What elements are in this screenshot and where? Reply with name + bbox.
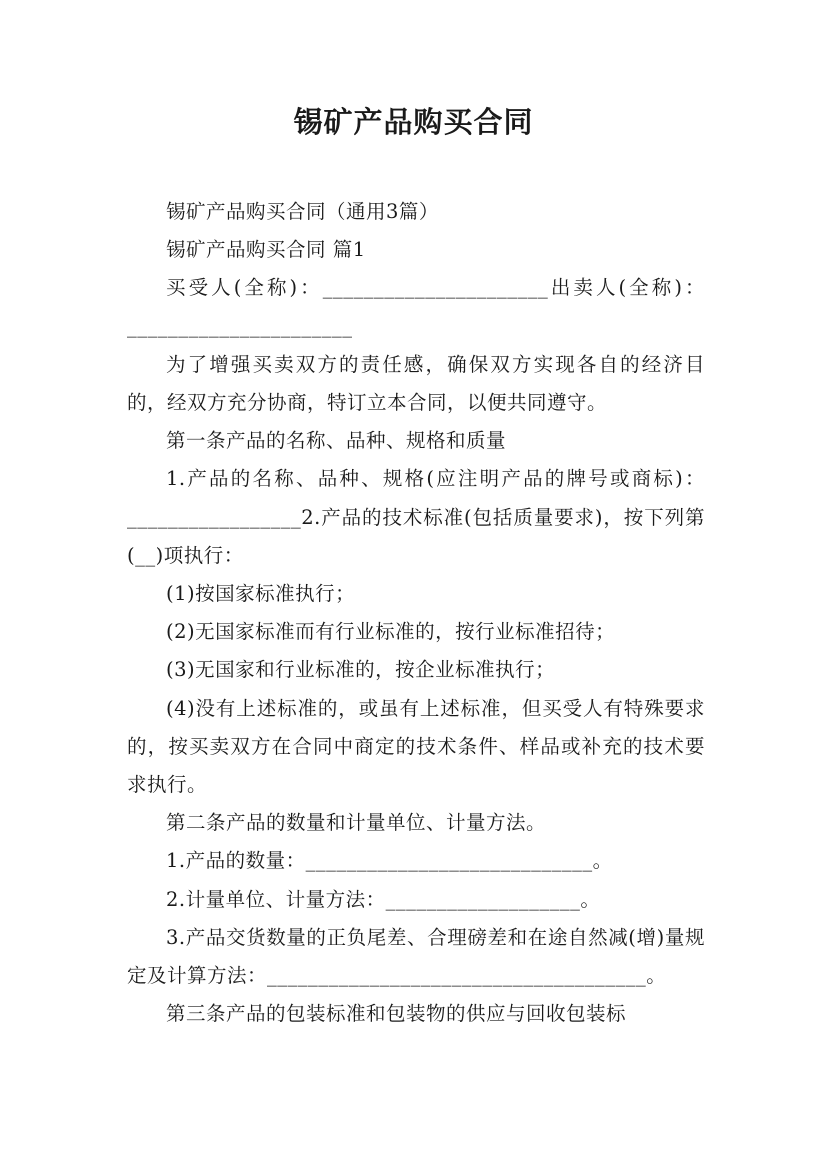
paragraph-article-2: 第二条产品的数量和计量单位、计量方法。: [166, 811, 547, 835]
paragraph-standard-1: (1)按国家标准执行；: [166, 582, 356, 606]
paragraph-standard-2: (2)无国家标准而有行业标准的，按行业标准招待；: [166, 620, 616, 644]
paragraph-article-2-item-2: 2.计量单位、计量方法：___________________。: [166, 887, 601, 911]
paragraph-article-2-item-1: 1.产品的数量：____________________________。: [166, 849, 613, 873]
paragraph-section-heading: 锡矿产品购买合同 篇1: [166, 238, 366, 262]
paragraph-subtitle: 锡矿产品购买合同（通用3篇）: [166, 200, 439, 223]
paragraph-standard-4: (4)没有上述标准的，或虽有上述标准，但买受人有特殊要求的，按买卖双方在合同中商定的技术条件、样品或补充的技术要求执行。: [127, 696, 705, 797]
document-body: [127, 193, 705, 1033]
paragraph-parties: 买受人(全称)：______________________出卖人(全称)：______________________: [127, 276, 705, 338]
paragraph-article-1-item-1: 1.产品的名称、品种、规格(应注明产品的牌号或商标)：_________________2.产品的技术标准(包括质量要求)，按下列第(__)项执行：: [127, 467, 705, 567]
paragraph-article-2-item-3: 3.产品交货数量的正负尾差、合理磅差和在途自然减(增)量规定及计算方法：_____________________________________。: [127, 925, 705, 988]
paragraph-preamble: 为了增强买卖双方的责任感，确保双方实现各自的经济目的，经双方充分协商，特订立本合同，以便共同遵守。: [127, 352, 705, 415]
paragraph-standard-3: (3)无国家和行业标准的，按企业标准执行；: [166, 658, 556, 682]
paragraph-article-1: 第一条产品的名称、品种、规格和质量: [166, 429, 507, 453]
paragraph-article-3: 第三条产品的包装标准和包装物的供应与回收包装标: [166, 1002, 627, 1026]
document-title: 锡矿产品购买合同: [293, 105, 534, 139]
